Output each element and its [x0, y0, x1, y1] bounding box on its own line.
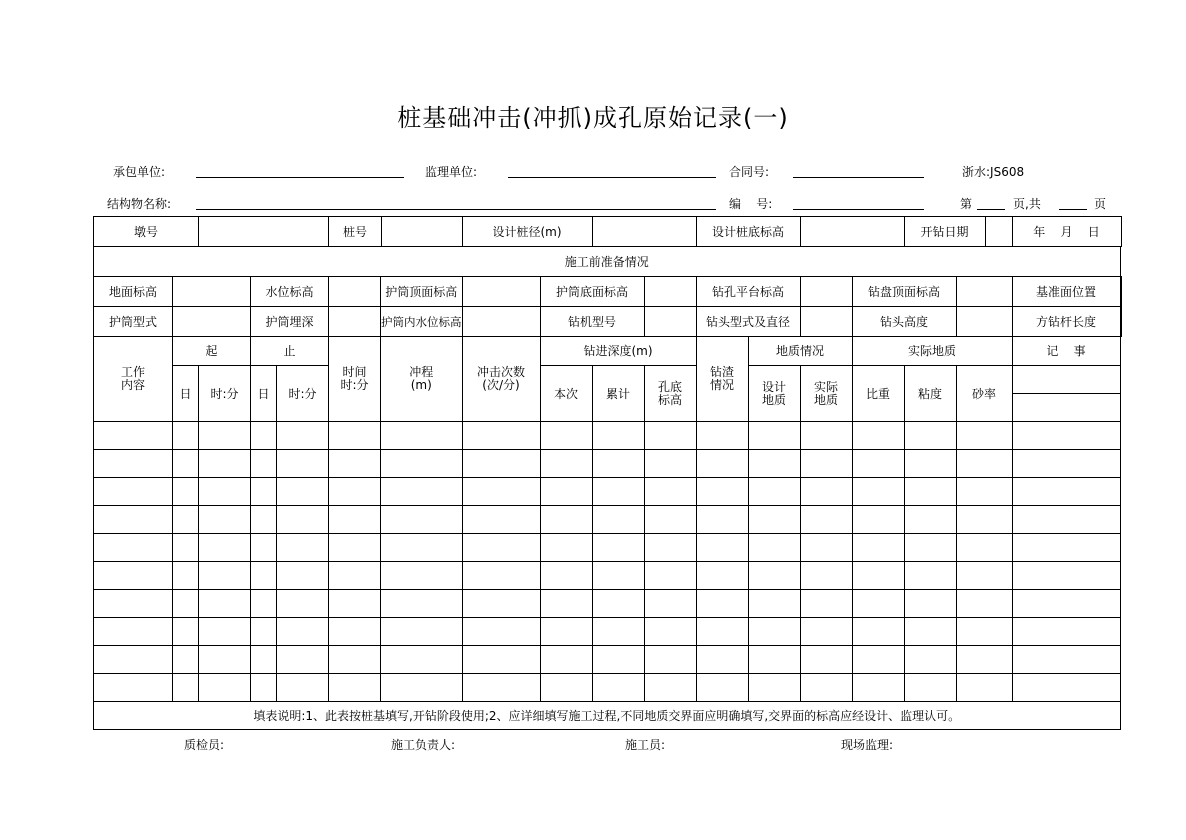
pier-no-label: 墩号: [94, 217, 199, 247]
prep-label: 地面标高: [94, 277, 173, 307]
prep-value[interactable]: [329, 307, 381, 337]
prep-value[interactable]: [173, 307, 251, 337]
prep-label: 钻孔平台标高: [696, 277, 800, 307]
page-suffix: 页: [1094, 197, 1107, 211]
col-work-content: 工作 内容: [94, 337, 173, 422]
table-row: [94, 618, 1122, 646]
page-total-field[interactable]: [1059, 209, 1087, 210]
prep-label: 基准面位置: [1012, 277, 1120, 307]
contract-no-label: 合同号:: [729, 165, 770, 179]
prep-value[interactable]: [462, 307, 540, 337]
col-end-day: 日: [251, 366, 277, 422]
design-bottom-elev-field[interactable]: [800, 217, 904, 247]
prep-label: 方钻杆长度: [1012, 307, 1120, 337]
prep-value[interactable]: [462, 277, 540, 307]
pile-no-label: 桩号: [329, 217, 382, 246]
prep-label: 护筒型式: [94, 307, 173, 337]
col-impacts: 冲击次数 (次/分): [462, 337, 540, 422]
prep-label: 护筒顶面标高: [381, 277, 463, 307]
start-date-label: 开钻日期: [905, 217, 986, 246]
number-field[interactable]: [793, 209, 924, 210]
prep-value[interactable]: [173, 277, 251, 307]
col-duration: 时间 时:分: [329, 337, 381, 422]
col-slag: 钻渣 情况: [696, 337, 748, 422]
start-date-field[interactable]: 年 月 日: [1012, 217, 1121, 247]
notes-cell[interactable]: [1012, 394, 1120, 422]
table-row: [94, 590, 1122, 618]
page-current-field[interactable]: [977, 209, 1005, 210]
contractor-field[interactable]: [196, 177, 404, 178]
design-diameter-label: 设计桩径(m): [462, 217, 592, 247]
prep-value[interactable]: [1120, 307, 1121, 337]
prep-label: 钻头型式及直径: [696, 307, 800, 337]
col-geology-group: 地质情况: [748, 337, 852, 366]
prep-value[interactable]: [800, 307, 852, 337]
col-design-geology: 设计 地质: [748, 366, 800, 422]
col-start: 起: [173, 337, 251, 366]
form-code: 浙水:JS608: [962, 165, 1025, 179]
number-label: 编 号:: [729, 197, 773, 211]
col-cumulative: 累计: [592, 366, 644, 422]
constructor-label: 施工员:: [625, 738, 666, 752]
start-date-field-a[interactable]: [985, 217, 1012, 246]
col-actual-geology-group: 实际地质: [852, 337, 1012, 366]
page-prefix: 第: [960, 197, 973, 211]
form-title: 桩基础冲击(冲抓)成孔原始记录(一): [397, 104, 789, 132]
col-end: 止: [251, 337, 329, 366]
prep-row-1: [94, 277, 1122, 307]
record-table: [93, 216, 1122, 730]
prep-value[interactable]: [329, 277, 381, 307]
col-notes: 记 事: [1012, 337, 1120, 366]
structure-label: 结构物名称:: [107, 197, 172, 211]
table-row: [94, 478, 1122, 506]
table-row: [94, 534, 1122, 562]
prep-section-title: 施工前准备情况: [94, 247, 1121, 277]
quality-inspector-label: 质检员:: [184, 738, 225, 752]
table-row: [94, 646, 1122, 674]
col-viscosity: 粘度: [904, 366, 956, 422]
col-start-hm: 时:分: [199, 366, 251, 422]
table-row: [94, 674, 1122, 702]
col-specific-gravity: 比重: [852, 366, 904, 422]
prep-value[interactable]: [956, 277, 1012, 307]
start-date-group: [904, 217, 1012, 247]
prep-label: 护筒埋深: [251, 307, 329, 337]
table-row: [94, 422, 1122, 450]
prep-value[interactable]: [644, 307, 696, 337]
col-stroke: 冲程 (m): [381, 337, 463, 422]
prep-label: 水位标高: [251, 277, 329, 307]
prep-value[interactable]: [956, 307, 1012, 337]
prep-label: 钻机型号: [540, 307, 644, 337]
pier-pile-group: [199, 217, 463, 247]
pier-no-field[interactable]: [199, 217, 329, 246]
prep-label: 护筒底面标高: [540, 277, 644, 307]
prep-value[interactable]: [644, 277, 696, 307]
prep-row-2: [94, 307, 1122, 337]
construction-lead-label: 施工负责人:: [391, 738, 456, 752]
pile-no-field[interactable]: [382, 217, 462, 246]
col-actual-geology: 实际 地质: [800, 366, 852, 422]
table-row: [94, 450, 1122, 478]
supervisor-label: 监理单位:: [425, 165, 478, 179]
structure-field[interactable]: [196, 209, 716, 210]
supervisor-field[interactable]: [508, 177, 716, 178]
col-this-time: 本次: [540, 366, 592, 422]
page-mid: 页,共: [1013, 197, 1041, 211]
contractor-label: 承包单位:: [113, 165, 166, 179]
fill-instructions: 填表说明:1、此表按桩基填写,开钻阶段使用;2、应详细填写施工过程,不同地质交界面应明确填写,交界面的标高应经设计、监理认可。: [94, 702, 1121, 730]
prep-label: 钻盘顶面标高: [852, 277, 956, 307]
col-end-hm: 时:分: [277, 366, 329, 422]
col-hole-bottom-elev: 孔底 标高: [644, 366, 696, 422]
design-bottom-elev-label: 设计桩底标高: [696, 217, 800, 247]
contract-no-field[interactable]: [793, 177, 924, 178]
design-diameter-field[interactable]: [592, 217, 696, 247]
prep-label: 护筒内水位标高: [381, 307, 463, 337]
prep-value[interactable]: [1120, 277, 1121, 307]
prep-value[interactable]: [800, 277, 852, 307]
site-supervisor-label: 现场监理:: [841, 738, 894, 752]
col-sand-rate: 砂率: [956, 366, 1012, 422]
col-start-day: 日: [173, 366, 199, 422]
table-row: [94, 506, 1122, 534]
col-depth-group: 钻进深度(m): [540, 337, 696, 366]
prep-label: 钻头高度: [852, 307, 956, 337]
table-row: [94, 562, 1122, 590]
notes-cell[interactable]: [1012, 366, 1120, 394]
